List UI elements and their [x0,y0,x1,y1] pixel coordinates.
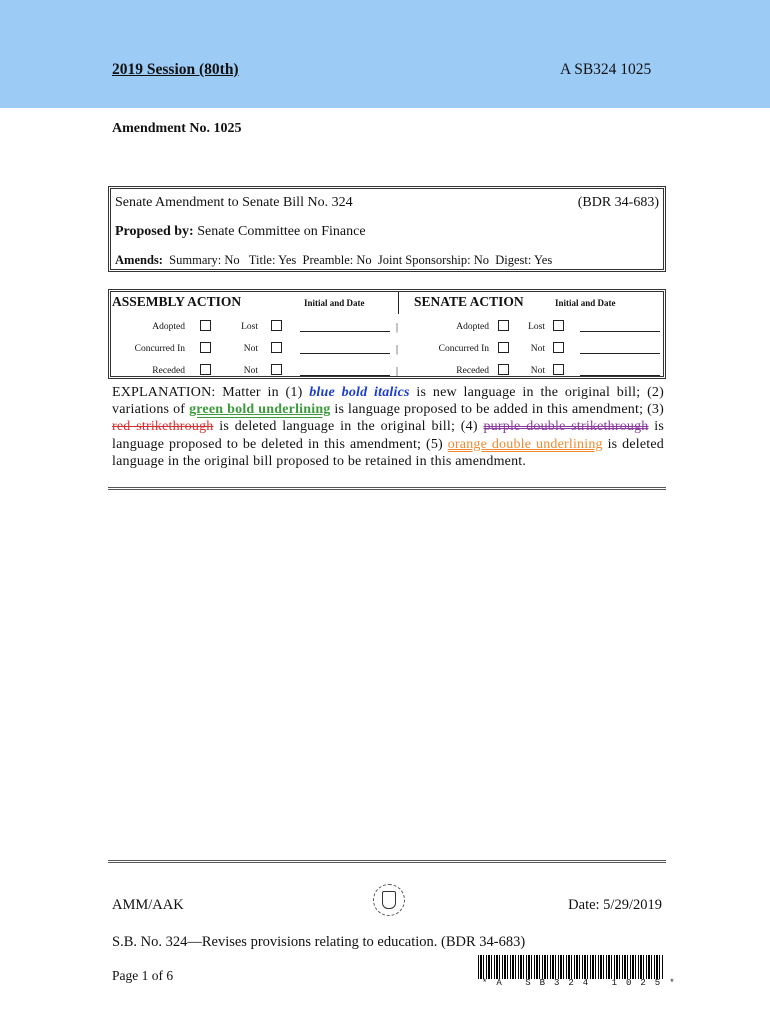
senate-lost-checkbox[interactable] [553,320,564,331]
senate-initial-line[interactable] [580,353,660,354]
proposed-by-value: Senate Committee on Finance [197,224,366,239]
pipe: | [396,344,399,355]
page-number: Page 1 of 6 [112,968,174,983]
table-divider [398,292,399,314]
assembly-initial-line[interactable] [300,353,390,354]
senate-receded-checkbox[interactable] [498,364,509,375]
assembly-adopted-checkbox[interactable] [200,320,211,331]
assembly-initial-line[interactable] [300,331,390,332]
assembly-initial-line[interactable] [300,375,390,376]
explanation-text: is deleted language in the original bill; (4) [213,419,484,435]
assembly-concurred-checkbox[interactable] [200,342,211,353]
assembly-action-heading: ASSEMBLY ACTION [112,294,242,309]
amends-row [115,253,552,268]
assembly-lost-checkbox[interactable] [271,320,282,331]
assembly-lost-label: Lost [241,322,258,332]
senate-receded-label: Receded [456,366,489,376]
barcode-icon [478,955,663,979]
explanation-text: EXPLANATION: Matter in (1) [112,385,310,400]
red-legend-text: red strikethrough [112,419,214,435]
header-band [0,0,770,108]
assembly-not-concurred-checkbox[interactable] [271,342,282,353]
purple-legend-text: purple double strikethrough [483,419,649,435]
explanation-text: is language proposed to be added in this amendment; (3) [330,402,664,418]
senate-action-heading: SENATE ACTION [414,294,524,309]
assembly-receded-checkbox[interactable] [200,364,211,375]
amendment-summary-box [108,186,666,272]
assembly-not-concurred-label: Not [243,344,258,354]
explanation-rule [108,487,666,490]
explanation-text: is deleted language in the original bill proposed to be retained in this amendment. [112,436,664,469]
senate-concurred-checkbox[interactable] [498,342,509,353]
orange-legend-text: orange double underlining [447,436,603,452]
assembly-receded-label: Receded [152,366,185,376]
proposed-by-row [115,224,366,240]
senate-not-receded-label: Not [530,366,545,376]
green-legend-text: green bold underlining [189,402,331,418]
senate-not-concurred-label: Not [530,344,545,354]
senate-not-concurred-checkbox[interactable] [553,342,564,353]
bill-id: A SB324 1025 [560,61,652,78]
amendment-number: Amendment No. 1025 [112,121,242,136]
pipe: | [396,322,399,333]
senate-adopted-label: Adopted [456,322,489,332]
assembly-concurred-label: Concurred In [134,344,185,354]
amends-value: Summary: No Title: Yes Preamble: No Joint Sponsorship: No Digest: Yes [169,253,553,267]
senate-initial-line[interactable] [580,375,660,376]
amends-label: Amends: [115,253,163,267]
bill-summary-line: S.B. No. 324—Revises provisions relating to education. (BDR 34-683) [112,934,526,950]
explanation-text: is language proposed to be deleted in this amendment; (5) [112,419,664,452]
explanation-text: is new language in the original bill; (2) variations of [112,385,664,418]
assembly-adopted-label: Adopted [152,322,185,332]
senate-concurred-label: Concurred In [438,344,489,354]
explanation-paragraph [112,384,664,470]
assembly-not-receded-checkbox[interactable] [271,364,282,375]
assembly-initial-date-label: Initial and Date [304,298,365,308]
drafter-initials: AMM/AAK [112,897,184,913]
pipe: | [396,366,399,377]
bdr-number: (BDR 34-683) [577,195,659,210]
senate-initial-date-label: Initial and Date [555,298,616,308]
amendment-date: Date: 5/29/2019 [568,897,662,913]
assembly-not-receded-label: Not [243,366,258,376]
senate-initial-line[interactable] [580,331,660,332]
footer-rule [108,860,666,863]
senate-adopted-checkbox[interactable] [498,320,509,331]
session-label: 2019 Session (80th) [112,61,239,78]
state-seal-icon [373,884,405,916]
proposed-by-label: Proposed by: [115,224,194,239]
senate-lost-label: Lost [528,322,545,332]
amendment-title: Senate Amendment to Senate Bill No. 324 [115,195,353,210]
blue-legend-text: blue bold italics [309,385,410,400]
senate-not-receded-checkbox[interactable] [553,364,564,375]
barcode-text: *A SB324 1025* [482,978,684,988]
